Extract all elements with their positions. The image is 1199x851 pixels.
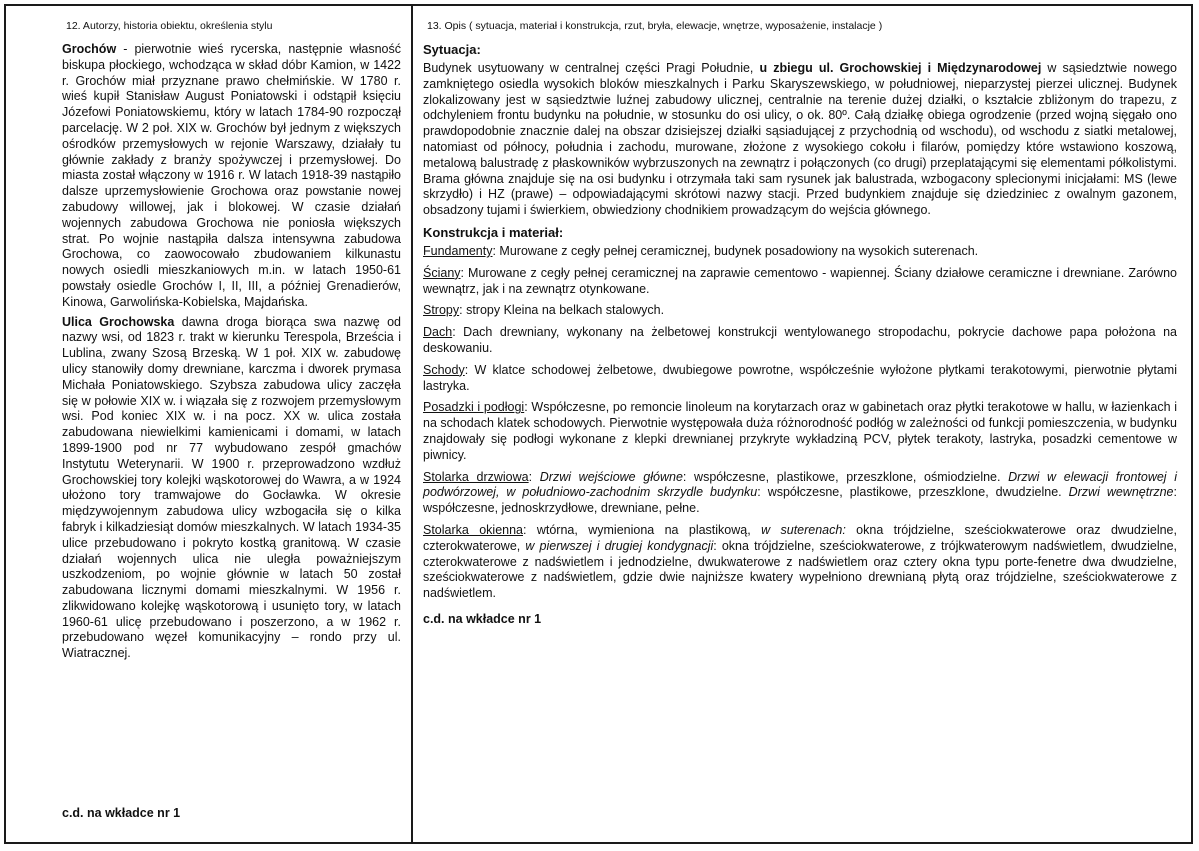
left-column [6,6,411,842]
text-posadzki: : Współczesne, po remoncie linoleum na korytarzach oraz w gabinetach oraz płytki terakotowe w hallu, w łazienkach i na schodach klatek schodowych. Pierwotnie występowała duża różnorodność podłóg w zależności od funkcji pomieszczenia, w budynku znajdowały się podłogi wykonane z klepki drewnianej przykryte wykładziną PCV, płytek terakoty, lastryka, posadzki cementowe w piwnicy. [423,400,1177,462]
okna-text-2: okna trójdzielne, sześciokwaterowe oraz dwudzielne, czterokwaterowe, [423,522,1177,553]
term-posadzki: Posadzki i podłogi [423,400,525,415]
text-ulica-grochowska: dawna droga biorąca swa nazwę od nazwy wsi, od 1823 r. trakt w kierunku Terespola, Brześcia i Lublina, zwany Szosą Brzeską. W 1 poł. XIX w. zabudowę ulicy stanowiły domy drewniane, karczma i dworek prymasa Michała Poniatowskiego. Szybsza zabudowa ulicy zaczęła się w połowie XIX w. i wiązała się z rozwojem przemysłowym wsi. Pod koniec XIX w. i na pocz. XX w. ulica została zabudowana niewielkimi kamienicami i domami, w latach 1899-1900 pod nr 77 wybudowano zespół gmachów Instytutu Weterynarii. W 1900 r. przeprowadzono wzdłuż Grochowskiej tory kolejki wąskotorowej do Wawra, a w 1924 ułożono tory tramwajowe do Gocławka. W okresie międzywojennym zabudowa ulicy wzbogaciła się o kilka fabryk i kilkadziesiąt domów mieszkalnych. W latach 1934-35 ulice przebudowano i pokryto kostką granitową. W czasie działań wojennych ulica nie uległa poważniejszym uszkodzeniom, po wojnie głównie w latach 50 został zabudowana licznymi domami mieszkalnymi. W 1956 r. zlikwidowano kolejkę wąskotorową i usunięto tory, w latach 1960-61 ulicę przebudowano i poszerzono, a w 1962 r. przebudowano węzeł komunikacyjny – rondo przy ul. Wiatracznej. [62,314,402,661]
situation-text-a: Budynek usytuowany w centralnej części Pragi Południe, [423,61,760,75]
okna-italic-2: w pierwszej i drugiej kondygnacji [525,538,714,553]
term-stolarka-drzwiowa: Stolarka drzwiowa [423,469,529,484]
term-fundamenty: Fundamenty [423,243,493,258]
text-sciany: : Murowane z cegły pełnej ceramicznej na zaprawie cementowo - wapiennej. Ściany działowe ceramiczne i drewniane. Zarówno wewnątrz, jak i na zewnątrz otynkowane. [423,265,1177,296]
situation-heading: Sytuacja: [423,42,481,57]
paragraph-sciany [423,266,1177,298]
document-sheet [4,4,1193,844]
term-stolarka-okienna: Stolarka okienna [423,522,524,537]
text-schody: : W klatce schodowej żelbetowe, dwubiegowe powrotne, współcześnie wyłożone płytkami terakotowymi, pierwotnie płytami lastryka. [423,362,1177,393]
drzwi-italic-1: Drzwi wejściowe główne [539,469,683,484]
drzwi-text-1: : [528,469,540,484]
section-12-title: 12. Autorzy, historia obiektu, określenia stylu [66,20,273,32]
okna-text-1: : wtórna, wymieniona na plastikową, [523,522,762,537]
right-column [413,6,1191,842]
okna-italic-1: w suterenach: [761,522,846,537]
paragraph-fundamenty [423,244,1177,260]
situation-bold: u zbiegu ul. Grochowskiej i Międzynarodowej [759,61,1042,75]
drzwi-italic-3: Drzwi wewnętrzne [1068,485,1174,500]
term-dach: Dach [423,325,453,340]
okna-text-3: : okna trójdzielne, sześciokwaterowe, z trójkwaterowym nadświetlem, dwudzielne, czterokwaterowe z nadświetlem i jednodzielne, dwukwaterowe z nadświetlem oraz cztery okna typu porte-fenetre dwa dwudzielne, sześciokwaterowe z nadświetlem, gdzie dwie najniższe kwatery wypełniono drewnianą płytą oraz trójdzielne, sześciokwaterowe z nadświetlem. [423,538,1177,601]
paragraph-ulica-grochowska [62,315,401,663]
text-dach: : Dach drewniany, wykonany na żelbetowej konstrukcji wentylowanego stropodachu, pokrycie dachowe papa położona na deskowaniu. [423,325,1177,355]
drzwi-italic-2: Drzwi w elewacji frontowej i podwórzowej, w południowo-zachodnim skrzydle budynku [423,469,1178,500]
term-schody: Schody [423,362,465,377]
continued-note-right: c.d. na wkładce nr 1 [423,611,542,626]
lead-ulica-grochowska: Ulica Grochowska [62,314,175,329]
paragraph-dach [423,325,1177,357]
text-stropy: : stropy Kleina na belkach stalowych. [459,303,665,318]
paragraph-stolarka-drzwiowa [423,470,1177,517]
paragraph-grochow [62,42,401,311]
term-stropy: Stropy [423,303,460,318]
section-13-title: 13. Opis ( sytuacja, materiał i konstrukcja, rzut, bryła, elewacje, wnętrze, wyposażenie, instalacje ) [427,20,883,32]
text-fundamenty: : Murowane z cegły pełnej ceramicznej, budynek posadowiony na wysokich suterenach. [492,243,979,258]
paragraph-schody [423,363,1177,395]
paragraph-stropy [423,303,1177,319]
continued-note-left: c.d. na wkładce nr 1 [62,806,181,820]
construction-heading: Konstrukcja i materiał: [423,224,564,240]
drzwi-text-4: : współczesne, jednoskrzydłowe, drewniane, pełne. [423,485,1177,516]
text-grochow: - pierwotnie wieś rycerska, następnie własność biskupa płockiego, wchodząca w skład dóbr Kamion, w 1422 r. Grochów miał przyznane prawo chełmińskie. W 1780 r. wieś kupił Stanisław August Poniatowski i odstąpił księciu Józefowi Poniatowskiemu, który w latach 1784-90 rozpoczął parcelację. W 2 poł. XIX w. Grochów był jednym z większych ośrodków przemysłowych w rejonie Warszawy, działały tu głównie zakłady z branży spożywczej i przemysłowej. Do miasta został włączony w 1916 r. W latach 1918-39 nastąpiło dalsze uprzemysłowienie Grochowa oraz powstanie nowej zabudowy willowej, jak i blokowej. W czasie działań wojennych zabudowa Grochowa nie poniosła większych strat. Po wojnie nastąpiła dalsza intensywna zabudowa Grochowa, co zaowocowało zbudowaniem kilkunastu nowych osiedli mieszkaniowych m.in. w latach 1950-61 powstały osiedle Grochów I, II, III, a później Grenadierów, Kinowa, Garwolińska-Kobielska, Majdańska. [62,42,401,309]
drzwi-text-3: : współczesne, plastikowe, przeszklone, dwudzielne. [757,485,1069,500]
paragraph-stolarka-okienna [423,523,1177,602]
lead-grochow: Grochów [62,42,117,56]
term-sciany: Ściany [423,265,461,280]
paragraph-posadzki [423,400,1177,463]
paragraph-situation [423,61,1177,219]
situation-text-b: w sąsiedztwie nowego zamkniętego osiedla wysokich bloków mieszkalnych i Parku Skaryszewskiego, w południowej, nieparzystej pierzei ulicznej. Budynek zlokalizowany jest w sąsiedztwie luźnej zabudowy ulicznej, centralnie na terenie dużej działki, o kształcie zbliżonym do trapezu, z odchyleniem frontu budynku na południe, w stosunku do osi ulicy, o ok. 80º. Całą działkę obiega ogrodzenie (przed wojną sięgało ono prawdopodobnie znacznie dalej na obszar dzisiejszej działki sąsiadującej z przychodnią od wschodu), od wschodu z siatki metalowej, natomiast od północy, południa i zachodu, murowane, złożone z wysokiego cokołu i filarów, pomiędzy które wstawiono koszową, metalową balustradę z płaskowników wybrzuszonych na zewnątrz i połączonych (co drugi) przeplatającymi się elementami półkolistymi. Brama główna znajduje się na osi budynku i otrzymała taki sam rysunek jak balustrada, wzbogacony splecionymi inicjałami: MS (lewe skrzydło) i HZ (prawe) – odpowiadającymi skrótowi nazwy stacji. Przed budynkiem znajduje się dziedziniec z owalnym gazonem, obsadzony tujami i świerkiem, obwiedziony chodnikiem prowadzącym do wejścia głównego. [423,61,1177,218]
drzwi-text-2: : współczesne, plastikowe, przeszklone, ośmiodzielne. [682,469,1009,484]
